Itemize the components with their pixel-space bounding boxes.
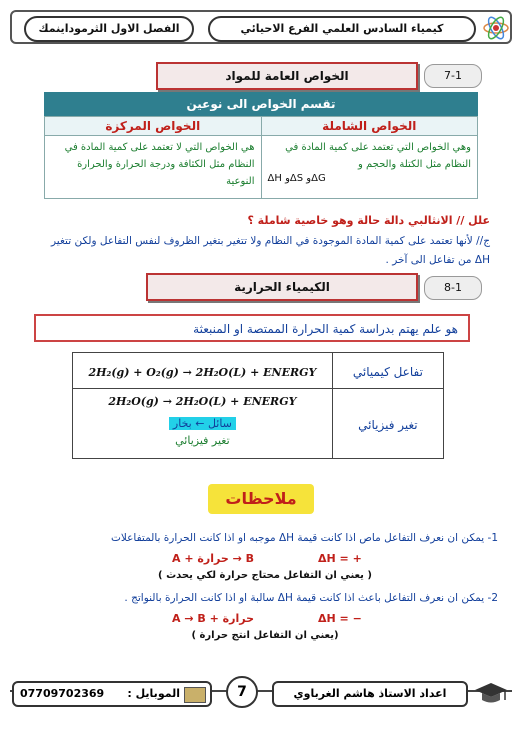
extensive-properties-symbols: ΔH وΔS وΔG [267,173,326,184]
section-number-8-1: 8-1 [424,276,482,300]
section-title-general-properties: الخواص العامة للمواد [156,62,418,90]
note-1-text: 1- يمكن ان نعرف التفاعل ماص اذا كانت قيمة ΔH موجبه او اذا كانت الحرارة بالمتفاعلات [110,532,498,544]
mobile-number: 07709702369 [20,687,105,700]
extensive-properties-text: وهي الخواص التي تعتمد على كمية المادة في النظام مثل الكتلة والحجم و [285,142,471,170]
note-2-explanation: (يعني ان التفاعل انتج حرارة ) [191,630,339,641]
physical-change-label: تغير فيزيائي [358,418,418,432]
intensive-properties-text: هي الخواص التي لا تعتمد على كمية المادة في النظام مثل الكثافة ودرجة الحرارة والحرارة النوعية [64,142,255,187]
question-text: علل // الانثالبي دالة حالة وهو خاصية شاملة ؟ [247,214,490,227]
note-2-text: 2- يمكن ان نعرف التفاعل باعث اذا كانت قيمة ΔH سالبة او اذا كانت الحرارة بالنواتج . [124,592,498,604]
chemical-reaction-equation: 2H₂(g) + O₂(g) → 2H₂O(L) + ENERGY [88,366,317,379]
note-2-equation: A → B + حرارة [171,612,255,625]
properties-table-heading: تقسم الخواص الى نوعين [44,92,478,116]
notes-title: ملاحظات [208,484,314,514]
extensive-properties-heading: الخواص الشاملة [322,119,417,133]
book-icon [184,687,206,703]
chapter-title-box: الفصل الاول الثرموداينمك [24,16,194,42]
phase-change-highlight: سائل ← بخار [169,417,236,430]
physical-change-note: تغير فيزيائي [175,434,230,447]
graduation-cap-icon [474,680,508,706]
mobile-label: الموبايل : [127,687,180,700]
atom-logo-icon [482,14,510,42]
section-title-thermochemistry: الكيمياء الحرارية [146,273,418,301]
thermochemistry-definition: هو علم يهتم بدراسة كمية الحرارة الممتصة او المنبعثة [34,314,470,342]
answer-text: ج// لأنها تعتمد على كمية المادة الموجودة في النظام ولا تتغير بتغير الظروف لنفس التفاعل ولكن تتغير ΔH من تفاعل الى آخر . [51,235,490,266]
chemical-reaction-label: تفاعل كيميائي [352,365,423,379]
note-1-explanation: ( يعني ان التفاعل محتاج حرارة لكي يحدث ) [158,570,372,581]
note-1-delta-h: ΔH = + [318,552,362,565]
mobile-box [12,681,212,707]
note-1-equation: A + حرارة → B [171,552,255,565]
changes-table [72,352,444,459]
page-number: 7 [226,676,258,708]
intensive-properties-heading: الخواص المركزة [105,119,201,133]
section-number-7-1: 7-1 [424,64,482,88]
author-box: اعداد الاستاذ هاشم الغرباوي [272,681,468,707]
physical-change-equation: 2H₂O(g) → 2H₂O(L) + ENERGY [108,395,297,408]
course-title-box: كيمياء السادس العلمي الفرع الاحيائي [208,16,476,42]
note-2-delta-h: ΔH = − [318,612,362,625]
properties-table [44,92,478,199]
